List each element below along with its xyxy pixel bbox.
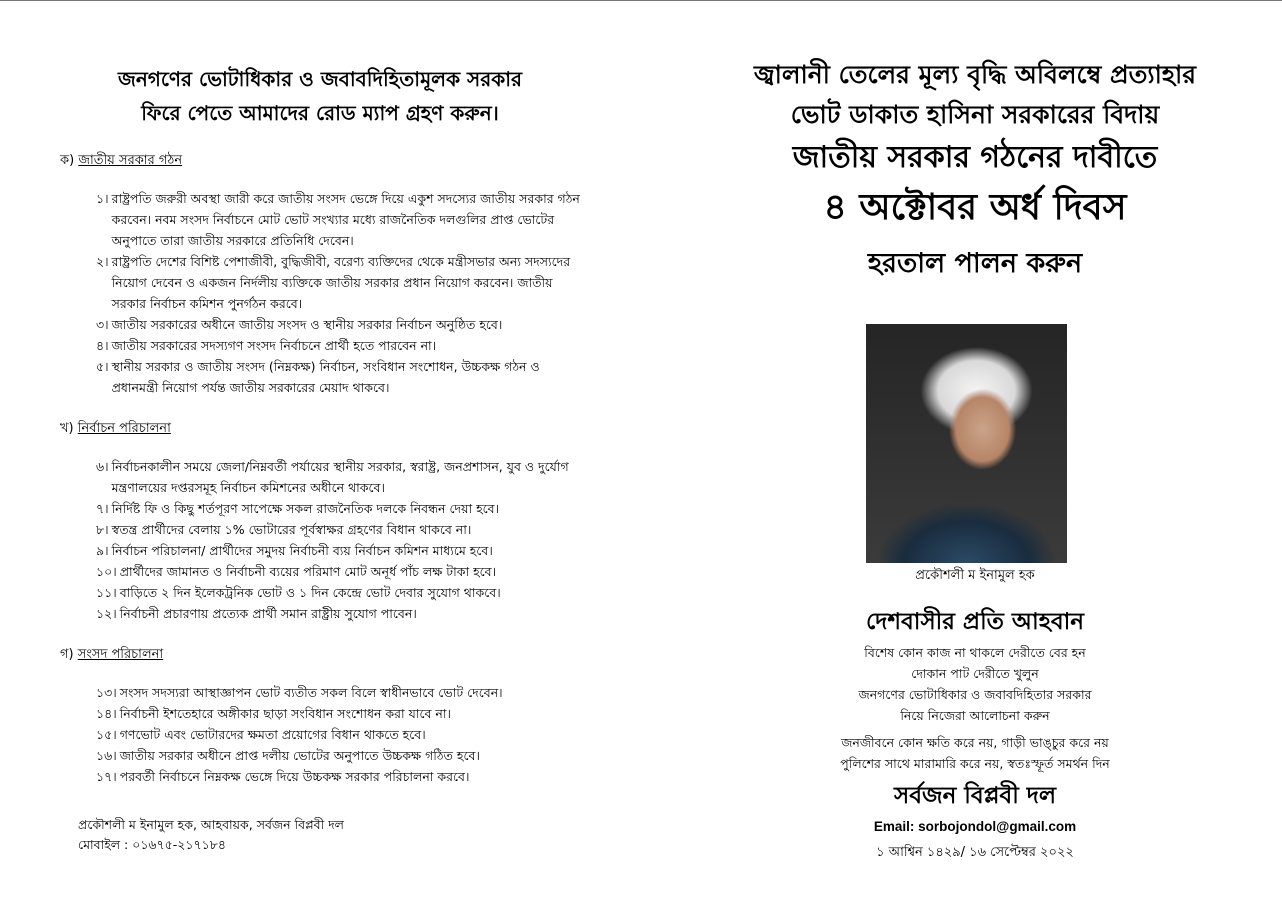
item-text: স্বতন্ত্র প্রার্থীদের বেলায় ১% ভোটারের পূর্বস্বাক্ষর গ্রহণের বিধান থাকবে না। bbox=[111, 522, 472, 537]
item-text: নির্বাচনকালীন সময়ে জেলা/নিম্নবর্তী পর্যায়ের স্থানীয় সরকার, স্বরাষ্ট্র, জনপ্রশাসন, যুব ও দুর্যোগ মন্ত্রণালয়ের দপ্তরসমূহ নির্বাচন কমিশনের অধীনে থাকবে। bbox=[111, 459, 569, 495]
list-item bbox=[96, 314, 580, 335]
section-prefix: খ) bbox=[60, 421, 74, 436]
item-number: ১৪। bbox=[96, 706, 117, 721]
section-label: নির্বাচন পরিচালনা bbox=[77, 421, 171, 436]
section-prefix: ক) bbox=[60, 153, 75, 168]
list-item bbox=[96, 582, 580, 603]
mobile-number: মোবাইল : ০১৬৭৫-২১৭১৮৪ bbox=[78, 837, 227, 852]
list-item bbox=[96, 682, 580, 703]
item-text: স্থানীয় সরকার ও জাতীয় সংসদ (নিম্নকক্ষ) নির্বাচন, সংবিধান সংশোধন, উচ্চকক্ষ গঠন ও প্রধানমন্ত্রী নিয়োগ পর্যন্ত জাতীয় সরকারের মেয়াদ থাকবে। bbox=[111, 359, 540, 395]
item-number: ৯। bbox=[96, 543, 109, 558]
section-items-election-management bbox=[96, 456, 580, 624]
section-items-parliament-management bbox=[96, 682, 580, 787]
list-item bbox=[96, 766, 580, 787]
section-label: সংসদ পরিচালনা bbox=[77, 647, 164, 662]
item-text: নির্বাচনী প্রচারণায় প্রত্যেক প্রার্থী সমান রাষ্ট্রীয় সুযোগ পাবেন। bbox=[119, 606, 417, 621]
item-number: ১৭। bbox=[96, 769, 117, 784]
portrait-photo bbox=[866, 324, 1067, 563]
roadmap-heading-line-1: জনগণের ভোটাধিকার ও জবাবদিহিতামূলক সরকার bbox=[117, 67, 523, 91]
item-number: ১। bbox=[96, 191, 109, 206]
item-number: ১২। bbox=[96, 606, 117, 621]
list-item bbox=[96, 251, 580, 314]
list-item bbox=[96, 356, 580, 398]
item-number: ৫। bbox=[96, 359, 109, 374]
list-item bbox=[96, 724, 580, 745]
list-item bbox=[96, 540, 580, 561]
item-text: গণভোট এবং ভোটারদের ক্ষমতা প্রয়োগের বিধান থাকতে হবে। bbox=[119, 727, 426, 742]
item-number: ২। bbox=[96, 254, 109, 269]
roadmap-heading-line-2: ফিরে পেতে আমাদের রোড ম্যাপ গ্রহণ করুন। bbox=[141, 101, 499, 125]
item-number: ৭। bbox=[96, 501, 109, 516]
headline-line-1: জ্বালানী তেলের মূল্য বৃদ্ধি অবিলম্বে প্রত্যাহার bbox=[753, 60, 1197, 89]
appeal-line: জনজীবনে কোন ক্ষতি করে নয়, গাড়ী ভাঙ্চুর করে নয় bbox=[841, 735, 1109, 750]
issue-date: ১ আশ্বিন ১৪২৯/ ১৬ সেপ্টেম্বর ২০২২ bbox=[876, 845, 1074, 860]
appeal-line: বিশেষ কোন কাজ না থাকলে দেরীতে বের হন bbox=[864, 645, 1086, 660]
headline-line-2: ভোট ডাকাত হাসিনা সরকারের বিদায় bbox=[790, 100, 1160, 129]
signatory-name: প্রকৌশলী ম ইনামুল হক, আহবায়ক, সর্বজন বিপ্লবী দল bbox=[78, 817, 344, 832]
appeal-section bbox=[720, 602, 1230, 864]
list-item bbox=[96, 561, 580, 582]
section-title-national-government bbox=[60, 152, 580, 170]
list-item bbox=[96, 188, 580, 251]
email-address: Email: sorbojondol@gmail.com bbox=[873, 819, 1077, 834]
roadmap-heading bbox=[60, 62, 580, 130]
section-items-national-government bbox=[96, 188, 580, 398]
item-text: নির্দিষ্ট ফি ও কিছু শর্তপূরণ সাপেক্ষে সকল রাজনৈতিক দলকে নিবন্ধন দেয়া হবে। bbox=[111, 501, 500, 516]
item-text: জাতীয় সরকারের সদস্যগণ সংসদ নির্বাচনে প্রার্থী হতে পারবেন না। bbox=[111, 338, 437, 353]
item-text: নির্বাচনী ইশতেহারে অঙ্গীকার ছাড়া সংবিধান সংশোধন করা যাবে না। bbox=[119, 706, 451, 721]
item-number: ১১। bbox=[96, 585, 117, 600]
headline-line-3: জাতীয় সরকার গঠনের দাবীতে bbox=[792, 140, 1158, 175]
appeal-line: নিয়ে নিজেরা আলোচনা করুন bbox=[900, 708, 1050, 723]
item-text: রাষ্ট্রপতি জরুরী অবস্থা জারী করে জাতীয় সংসদ ভেঙ্গে দিয়ে একুশ সদস্যের জাতীয় সরকার গঠন করবেন। নবম সংসদ নির্বাচনে মোট ভোট সংখ্যার মধ্যে রাজনৈতিক দলগুলির প্রাপ্ত ভোটের অনুপাতে তারা জাতীয় সরকারে প্রতিনিধি দেবেন। bbox=[111, 191, 580, 248]
item-text: রাষ্ট্রপতি দেশের বিশিষ্ট পেশাজীবী, বুদ্ধিজীবী, বরেণ্য ব্যক্তিদের থেকে মন্ত্রীসভার অন্য সদস্যদের নিয়োগ দেবেন ও একজন নির্দলীয় ব্যক্তিকে জাতীয় সরকার প্রধান নিয়োগ করবেন। জাতীয় সরকার নির্বাচন কমিশন পুনর্গঠন করবে। bbox=[111, 254, 571, 311]
item-text: জাতীয় সরকার অধীনে প্রাপ্ত দলীয় ভোটের অনুপাতে উচ্চকক্ষ গঠিত হবে। bbox=[119, 748, 480, 763]
appeal-title: দেশবাসীর প্রতি আহবান bbox=[865, 609, 1085, 635]
item-text: সংসদ সদস্যরা আস্থাজ্ঞাপন ভোট ব্যতীত সকল বিলে স্বাধীনভাবে ভোট দেবেন। bbox=[119, 685, 503, 700]
section-prefix: গ) bbox=[60, 647, 74, 662]
roadmap-column bbox=[60, 62, 580, 855]
item-number: ৮। bbox=[96, 522, 109, 537]
appeal-block-2 bbox=[720, 732, 1230, 774]
item-text: পরবর্তী নির্বাচনে নিম্নকক্ষ ভেঙ্গে দিয়ে উচ্চকক্ষ সরকার পরিচালনা করবে। bbox=[119, 769, 470, 784]
item-text: জাতীয় সরকারের অধীনে জাতীয় সংসদ ও স্থানীয় সরকার নির্বাচন অনুষ্ঠিত হবে। bbox=[111, 317, 503, 332]
item-number: ১৬। bbox=[96, 748, 117, 763]
appeal-block-1 bbox=[720, 642, 1230, 726]
section-title-election-management bbox=[60, 420, 580, 438]
headline-line-5: হরতাল পালন করুন bbox=[867, 248, 1083, 279]
section-label: জাতীয় সরকার গঠন bbox=[78, 153, 183, 168]
list-item bbox=[96, 498, 580, 519]
item-text: নির্বাচন পরিচালনা/ প্রার্থীদের সমুদয় নির্বাচনী ব্যয় নির্বাচন কমিশন মাধ্যমে হবে। bbox=[111, 543, 493, 558]
item-text: বাড়িতে ২ দিন ইলেকট্রনিক ভোট ও ১ দিন কেন্দ্রে ভোট দেবার সুযোগ থাকবে। bbox=[119, 585, 501, 600]
list-item bbox=[96, 456, 580, 498]
list-item bbox=[96, 745, 580, 766]
appeal-line: দোকান পাট দেরীতে খুলুন bbox=[911, 666, 1039, 681]
appeal-line: জনগণের ভোটাধিকার ও জবাবদিহিতার সরকার bbox=[858, 687, 1092, 702]
item-text: প্রার্থীদের জামানত ও নির্বাচনী ব্যয়ের পরিমাণ মোট অনূর্ধ পাঁচ লক্ষ টাকা হবে। bbox=[119, 564, 497, 579]
list-item bbox=[96, 603, 580, 624]
top-border-line bbox=[0, 0, 1282, 1]
item-number: ৩। bbox=[96, 317, 109, 332]
signatory-block bbox=[78, 815, 580, 855]
party-name: সর্বজন বিপ্লবী দল bbox=[894, 783, 1056, 809]
hartal-headline bbox=[720, 55, 1230, 287]
item-number: ৬। bbox=[96, 459, 109, 474]
appeal-line: পুলিশের সাথে মারামারি করে নয়, স্বতঃস্ফূর্ত সমর্থন দিন bbox=[840, 756, 1110, 771]
section-title-parliament-management bbox=[60, 646, 580, 664]
list-item bbox=[96, 519, 580, 540]
headline-line-4: ৪ অক্টোবর অর্ধ দিবস bbox=[823, 187, 1127, 228]
item-number: ১৩। bbox=[96, 685, 117, 700]
item-number: ১৫। bbox=[96, 727, 117, 742]
photo-caption: প্রকৌশলী ম ইনামুল হক bbox=[915, 568, 1035, 583]
list-item bbox=[96, 335, 580, 356]
item-number: ৪। bbox=[96, 338, 109, 353]
item-number: ১০। bbox=[96, 564, 117, 579]
list-item bbox=[96, 703, 580, 724]
